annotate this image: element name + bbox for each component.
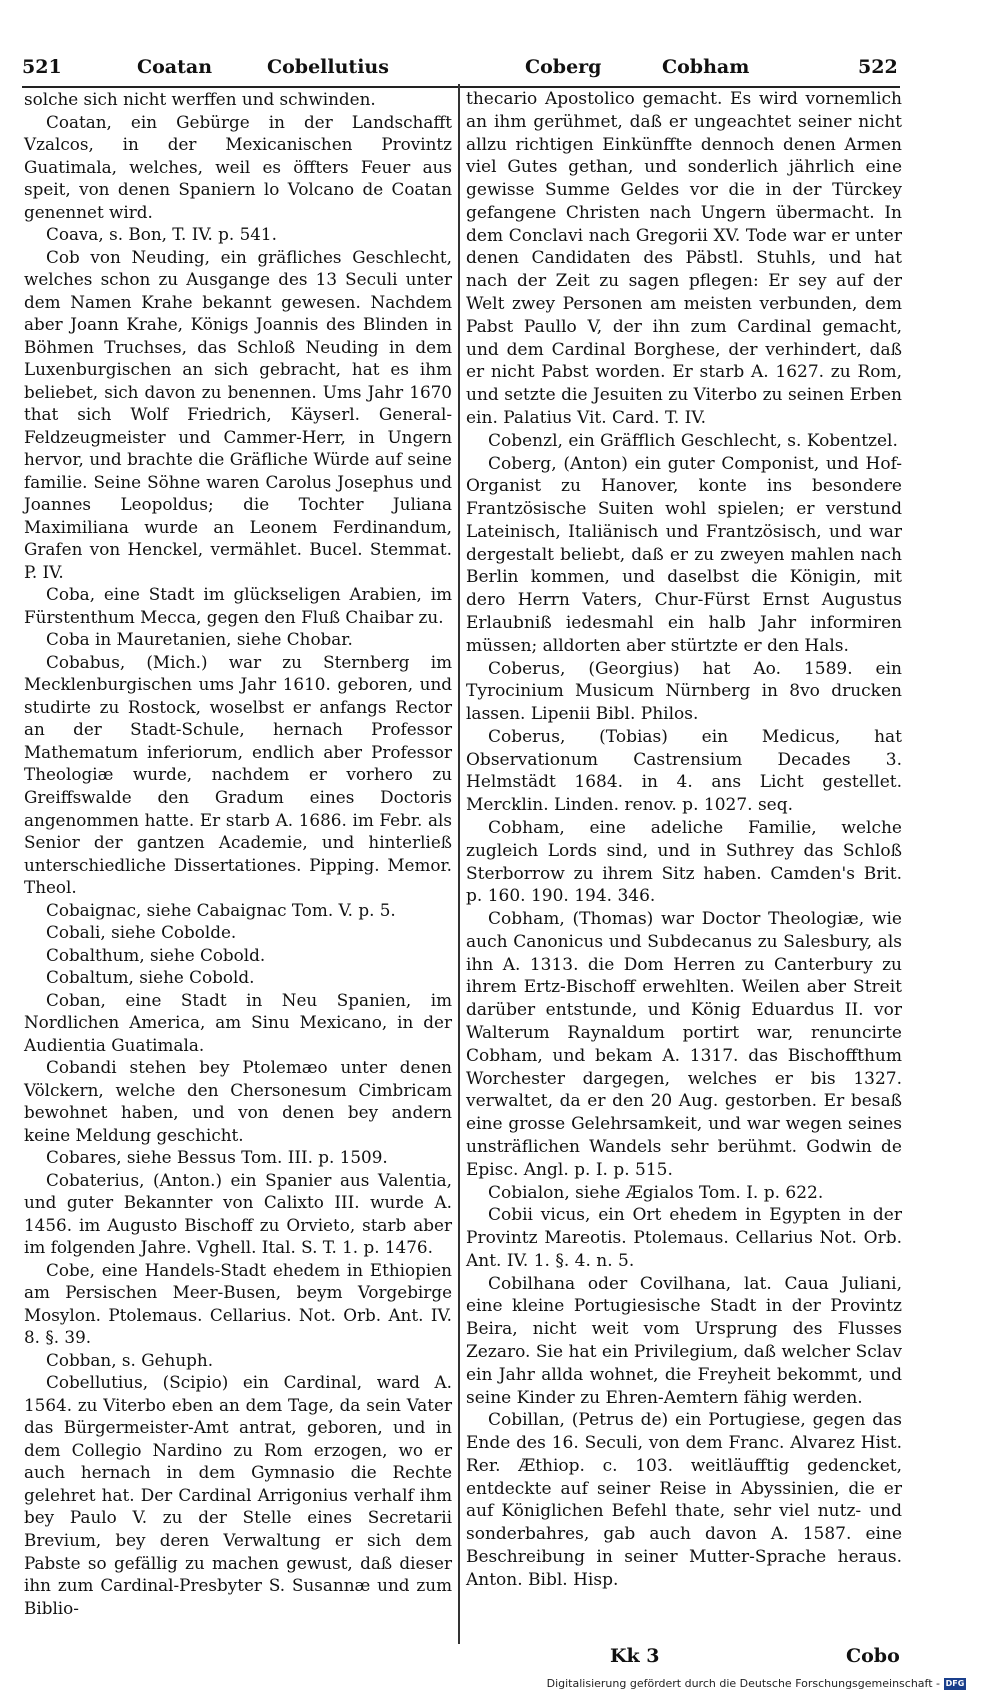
digitization-credit (547, 1677, 966, 1690)
entry-cobares: Cobares, siehe Bessus Tom. III. p. 1509. (46, 1147, 388, 1168)
entry-cobellutius-continued: thecario Apostolico gemacht. Es wird vornemlich an ihm gerühmet, daß er ungeachtet seiner nicht allzu richtigen Einkünffte dennoch denen Armen viel Gutes gethan, und sonderlich jährlich eine gewisse Summe Geldes vor die in der Türckey gefangene Christen nach Ungern übermacht. In dem Conclavi nach Gregorii XV. Tode war er unter denen Candidaten des Päbstl. Stuhls, und hat nach der Zeit zu sagen pflegen: Er sey auf der Welt zwey Personen am meisten verbunden, dem Pabst Paullo V, der ihn zum Cardinal gemacht, und dem Cardinal Borghese, der verhindert, daß er nicht Pabst worden. Er starb A. 1627. zu Rom, und setzte die Jesuiten zu Viterbo zu seinen Erben ein. Palatius Vit. Card. T. IV. (466, 89, 902, 428)
entry-cobellutius: Cobellutius, (Scipio) ein Cardinal, ward A. 1564. zu Viterbo eben an dem Tage, da sein Vater das Bürgermeister-Amt antrat, geboren, und in dem Collegio Nardino zu Rom erzogen, wo er auch hernach in dem Gymnasio die Rechte gelehret hat. Der Cardinal Arrigonius verhalf ihm bey Paulo V. zu der Stelle eines Secretarii Brevium, bey deren Verwaltung er sich dem Pabste so gefällig zu machen gewust, daß dieser ihn zum Cardinal-Presbyter S. Susannæ und zum Biblio- (24, 1372, 452, 1618)
entry-cobaterius: Cobaterius, (Anton.) ein Spanier aus Valentia, und guter Bekannter von Calixto III. wurde A. 1456. im Augusto Bischoff zu Orvieto, starb aber im folgenden Jahre. Vghell. Ital. S. T. 1. p. 1476. (24, 1169, 452, 1258)
entry-cobii-vicus: Cobii vicus, ein Ort ehedem in Egypten in der Provintz Mareotis. Ptolemaus. Cellarius Not. Orb. Ant. IV. 1. §. 4. n. 5. (466, 1205, 902, 1271)
entry-coberus-tobias: Coberus, (Tobias) ein Medicus, hat Observationum Castrensium Decades 3. Helmstädt 1684. in 4. ans Licht gestellet. Mercklin. Linden. renov. p. 1027. seq. (466, 726, 902, 816)
right-guide-word-1: Coberg (525, 56, 602, 78)
right-page-number: 522 (858, 56, 898, 78)
entry-coava: Coava, s. Bon, T. IV. p. 541. (46, 224, 277, 245)
entry-coberus-georgius: Coberus, (Georgius) hat Ao. 1589. ein Tyrocinium Musicum Nürnberg in 8vo drucken lassen. Lipenii Bibl. Philos. (466, 658, 902, 725)
left-guide-word-1: Coatan (137, 56, 213, 78)
entry-cobialon: Cobialon, siehe Ægialos Tom. I. p. 622. (488, 1182, 824, 1203)
entry-coatan: Coatan, ein Gebürge in der Landschafft Vzalcos, in der Mexicanischen Provintz Guatimala, welches, weil es öffters Feuer aus speit, von denen Spaniern lo Volcano de Coatan genennet wird. (24, 111, 452, 222)
left-page-number: 521 (22, 56, 62, 78)
column-divider (458, 84, 460, 1644)
entry-cobillan: Cobillan, (Petrus de) ein Portugiese, gegen das Ende des 16. Seculi, von dem Franc. Alvarez Hist. Rer. Æthiop. c. 103. weitläufftig gedencket, entdeckte auf seiner Reise in Abyssinien, die er auf Königlichen Befehl thate, sehr viel nutz- und sonderbahres, gab auch davon A. 1587. eine Beschreibung in seiner Mutter-Sprache heraus. Anton. Bibl. Hisp. (466, 1410, 902, 1590)
entry-cobe: Cobe, eine Handels-Stadt ehedem in Ethiopien am Persischen Meer-Busen, beym Vorgebirge Mosylon. Ptolemaus. Cellarius. Not. Orb. Ant. IV. 8. §. 39. (24, 1259, 452, 1348)
credit-text: Digitalisierung gefördert durch die Deutsche Forschungsgemeinschaft - (546, 1677, 940, 1690)
entry-coban: Coban, eine Stadt in Neu Spanien, im Nordlichen America, am Sinu Mexicano, in der Audientia Guatimala. (24, 989, 452, 1055)
dfg-logo-icon: DFG (945, 1678, 965, 1688)
entry-cobandi: Cobandi stehen bey Ptolemæo unter denen Völckern, welche den Chersonesum Cimbricam bewohnet haben, und von denen bey andern keine Meldung geschicht. (24, 1057, 452, 1145)
entry-coba: Coba, eine Stadt im glückseligen Arabien, im Fürstenthum Mecca, gegen den Fluß Chaibar zu. (24, 584, 452, 627)
entry-coberg: Coberg, (Anton) ein guter Componist, und Hof-Organist zu Hanover, konte ins besondere Frantzösische Suiten wohl spielen; er verstund Lateinisch, Italiänisch und Frantzösisch, und war dergestalt beliebt, daß er zu zweyen mahlen nach Berlin kommen, und daselbst die Königin, mit dero Herrn Vaters, Chur-Fürst Ernst Augustus Erlaubniß iedesmahl ein halb Jahr informiren müssen; alldorten aber stürtzte er den Hals. (466, 453, 902, 656)
signature-mark: Kk 3 (610, 1645, 660, 1667)
entry-cobali: Cobali, siehe Cobolde. (46, 922, 237, 943)
entry-cobenzl: Cobenzl, ein Gräfflich Geschlecht, s. Kobentzel. (488, 430, 898, 451)
catchword: Cobo (846, 1645, 900, 1667)
entry-cobban: Cobban, s. Gehuph. (46, 1349, 214, 1370)
entry-continued: solche sich nicht werffen und schwinden. (24, 89, 376, 109)
entry-cobaltum: Cobaltum, siehe Cobold. (46, 967, 255, 988)
entry-cobilhana: Cobilhana oder Covilhana, lat. Caua Juliani, eine kleine Portugiesische Stadt in der Provintz Beira, nicht weit vom Ursprung des Flusses Zezaro. Sie hat ein Privilegium, daß welcher Sclav ein Jahr allda wohnet, die Freyheit bekommt, und seine Kinder zu Ehren-Aemtern fähig werden. (466, 1273, 902, 1408)
right-guide-word-2: Cobham (662, 56, 750, 78)
entry-cobalthum: Cobalthum, siehe Cobold. (46, 944, 266, 965)
right-column (466, 88, 902, 1592)
entry-cobham-thomas: Cobham, (Thomas) war Doctor Theologiæ, wie auch Canonicus und Subdecanus zu Salesbury, als ihn A. 1313. die Dom Herren zu Canterbury zu ihrem Ertz-Bischoff erwehlten. Weilen aber Streit darüber entstunde, und König Eduardus II. vor Walterum Raynaldum portirt war, renuncirte Cobham, und bekam A. 1317. das Bischoffthum Worchester dargegen, welches er bis 1327. verwaltet, da er den 20 Aug. gestorben. Er besaß eine grosse Gelehrsamkeit, und war wegen seines unsträflichen Wandels sehr berühmt. Godwin de Episc. Angl. p. I. p. 515. (466, 909, 902, 1180)
entry-cobaignac: Cobaignac, siehe Cabaignac Tom. V. p. 5. (46, 899, 396, 920)
running-header (22, 52, 898, 86)
entry-coba-mauretanien: Coba in Mauretanien, siehe Chobar. (46, 629, 353, 650)
entry-cobabus: Cobabus, (Mich.) war zu Sternberg im Mecklenburgischen ums Jahr 1610. geboren, und studirte zu Rostock, woselbst er anfangs Rector an der Stadt-Schule, hernach Professor Mathematum inferiorum, endlich aber Professor Theologiæ wurde, nachdem er vorhero zu Greiffswalde den Gradum eines Doctoris angenommen hatte. Er starb A. 1686. im Febr. als Senior der gantzen Academie, und hinterließ unterschiedliche Dissertationes. Pipping. Memor. Theol. (24, 651, 452, 898)
entry-cobham-familie: Cobham, eine adeliche Familie, welche zugleich Lords sind, und in Suthrey das Schloß Sterborrow zu ihrem Sitz haben. Camden's Brit. p. 160. 190. 194. 346. (466, 818, 902, 907)
left-column (24, 88, 452, 1619)
left-guide-word-2: Cobellutius (267, 56, 389, 78)
entry-cob-von-neuding: Cob von Neuding, ein gräfliches Geschlecht, welches schon zu Ausgange des 13 Seculi unter dem Namen Krahe bekannt gewesen. Nachdem aber Joann Krahe, Königs Joannis des Blinden in Böhmen Truchses, das Schloß Neuding in dem Luxenburgischen an sich gebracht, hat es ihm beliebet, sich davon zu benennen. Ums Jahr 1670 that sich Wolf Friedrich, Käyserl. General-Feldzeugmeister und Cammer-Herr, in Ungern hervor, und brachte die Gräfliche Würde auf seine familie. Seine Söhne waren Carolus Josephus und Joannes Leopoldus; die Tochter Juliana Maximiliana wurde an Leonem Ferdinandum, Grafen von Henckel, vermählet. Bucel. Stemmat. P. IV. (24, 246, 452, 582)
